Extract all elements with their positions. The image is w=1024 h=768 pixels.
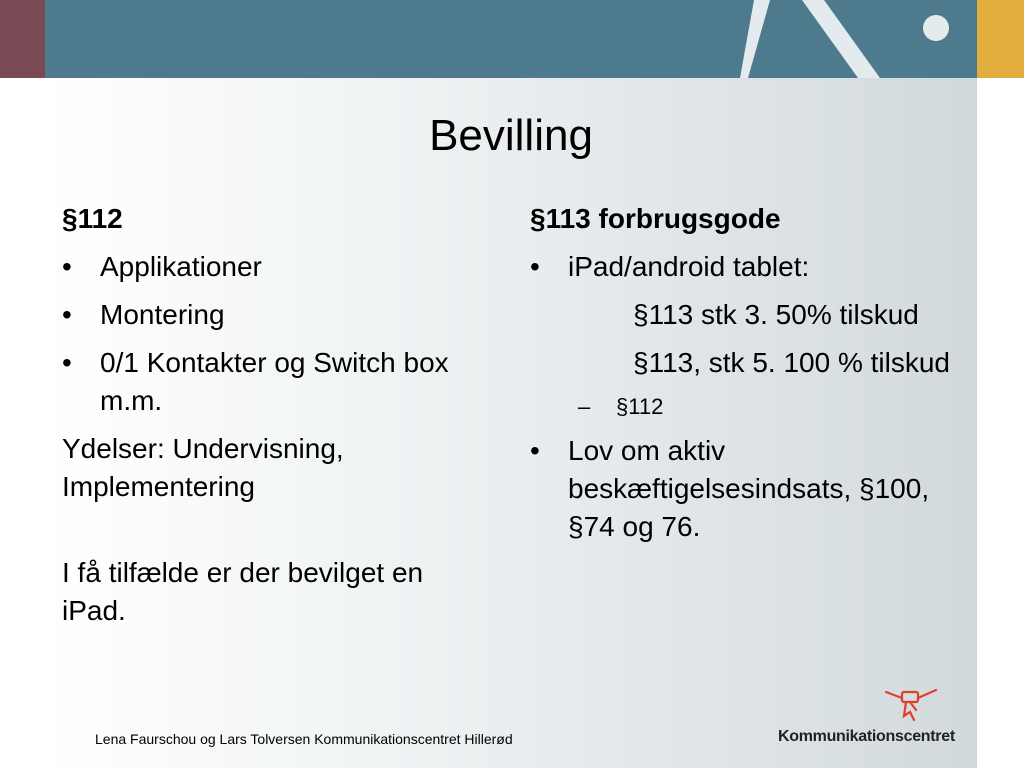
left-margin: [0, 78, 45, 768]
subsidy-50-item: §113 stk 3. 50% tilskud: [633, 299, 919, 330]
list-item-text: Applikationer: [100, 251, 262, 282]
bullet-icon: •: [62, 251, 72, 282]
bullet-icon: •: [530, 435, 540, 466]
list-item: [62, 344, 482, 420]
list-item: [530, 248, 950, 286]
list-item-text: iPad/android tablet:: [568, 251, 810, 282]
bullet-icon: •: [62, 347, 72, 378]
logo-text: Kommunikationscentret: [778, 728, 955, 745]
list-item: [62, 248, 482, 286]
list-item: [62, 296, 482, 334]
subsidy-100-item: §113, stk 5. 100 % tilskud: [633, 347, 950, 378]
right-heading: §113 forbrugsgode: [530, 203, 781, 234]
logo: [778, 686, 958, 750]
footer-text: Lena Faurschou og Lars Tolversen Kommunikationscentret Hillerød: [95, 731, 513, 747]
spacer: [62, 516, 482, 554]
header-band: [0, 0, 1024, 78]
left-heading: §112: [62, 203, 123, 234]
list-item-text: Lov om aktiv beskæftigelsesindsats, §100, §74 og 76.: [568, 435, 930, 542]
sub-list-item: [530, 392, 950, 422]
decorative-graphic: [740, 0, 977, 78]
list-item-text: 0/1 Kontakter og Switch box m.m.: [100, 347, 449, 416]
slide-title: Bevilling: [429, 111, 593, 160]
right-column: [530, 200, 950, 556]
right-margin: [977, 78, 1024, 768]
list-item-text: Montering: [100, 299, 225, 330]
bullet-icon: •: [62, 299, 72, 330]
header-band-left-accent: [0, 0, 45, 78]
header-band-right-accent: [977, 0, 1024, 78]
services-paragraph: Ydelser: Undervisning, Implementering: [62, 433, 344, 502]
dash-icon: –: [578, 394, 591, 419]
sub-list-item-text: §112: [616, 394, 664, 419]
ipad-note-paragraph: I få tilfælde er der bevilget en iPad.: [62, 557, 424, 626]
person-icon: [882, 686, 942, 726]
list-item: [530, 432, 950, 546]
bullet-icon: •: [530, 251, 540, 282]
left-column: [62, 200, 482, 640]
